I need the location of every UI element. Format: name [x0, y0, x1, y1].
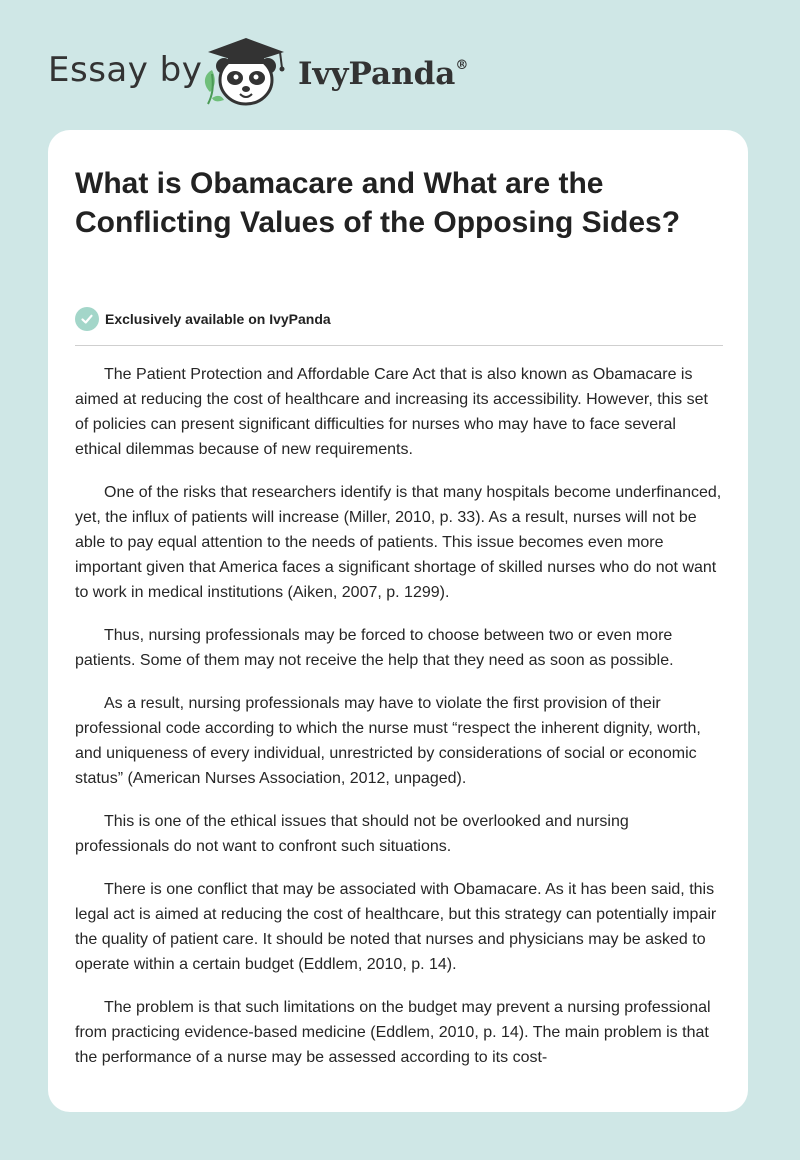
- essay-by-label: Essay by: [48, 50, 203, 90]
- brand-label: IvyPanda: [298, 56, 456, 92]
- check-circle-icon: [75, 307, 99, 331]
- essay-body: [75, 362, 725, 1088]
- paragraph: Thus, nursing professionals may be forced to choose between two or even more patients. Some of them may not receive the help that they need as soon as possible.: [75, 627, 674, 669]
- exclusive-badge: [75, 306, 331, 332]
- paragraph: One of the risks that researchers identify is that many hospitals become underfinanced, yet, the influx of patients will increase (Miller, 2010, p. 33). As a result, nurses will not be able to pay equal attention to the needs of patients. This issue becomes even more important given that America faces a significant shortage of skilled nurses who do not want to work in medical institutions (Aiken, 2007, p. 1299).: [75, 484, 722, 601]
- paragraph: As a result, nursing professionals may have to violate the first provision of their professional code according to which the nurse must “respect the inherent dignity, worth, and uniqueness of every individual, unrestricted by considerations of social or economic status” (American Nurses Association, 2012, unpaged).: [75, 695, 701, 787]
- site-header: [0, 0, 800, 130]
- brand-name[interactable]: [298, 56, 468, 92]
- panda-graduate-logo-icon[interactable]: [198, 34, 294, 110]
- essay-card: [48, 130, 748, 1112]
- page-title: What is Obamacare and What are the Conflicting Values of the Opposing Sides?: [75, 167, 681, 239]
- paragraph: There is one conflict that may be associated with Obamacare. As it has been said, this legal act is aimed at reducing the cost of healthcare, but this strategy can potentially impair the quality of patient care. It should be noted that nurses and physicians may be asked to operate within a certain budget (Eddlem, 2010, p. 14).: [75, 881, 717, 973]
- paragraph: This is one of the ethical issues that should not be overlooked and nursing professionals do not want to confront such situations.: [75, 813, 629, 855]
- divider: [75, 345, 723, 346]
- exclusive-badge-label: Exclusively available on IvyPanda: [105, 311, 331, 327]
- paragraph: The Patient Protection and Affordable Care Act that is also known as Obamacare is aimed at reducing the cost of healthcare and increasing its accessibility. However, this set of policies can present significant difficulties for nurses who may have to face several ethical dilemmas because of new requirements.: [75, 366, 708, 458]
- paragraph: The problem is that such limitations on the budget may prevent a nursing professional from practicing evidence-based medicine (Eddlem, 2010, p. 14). The main problem is that the performance of a nurse may be assessed according to its cost-: [75, 999, 711, 1066]
- registered-mark: ®: [455, 58, 469, 73]
